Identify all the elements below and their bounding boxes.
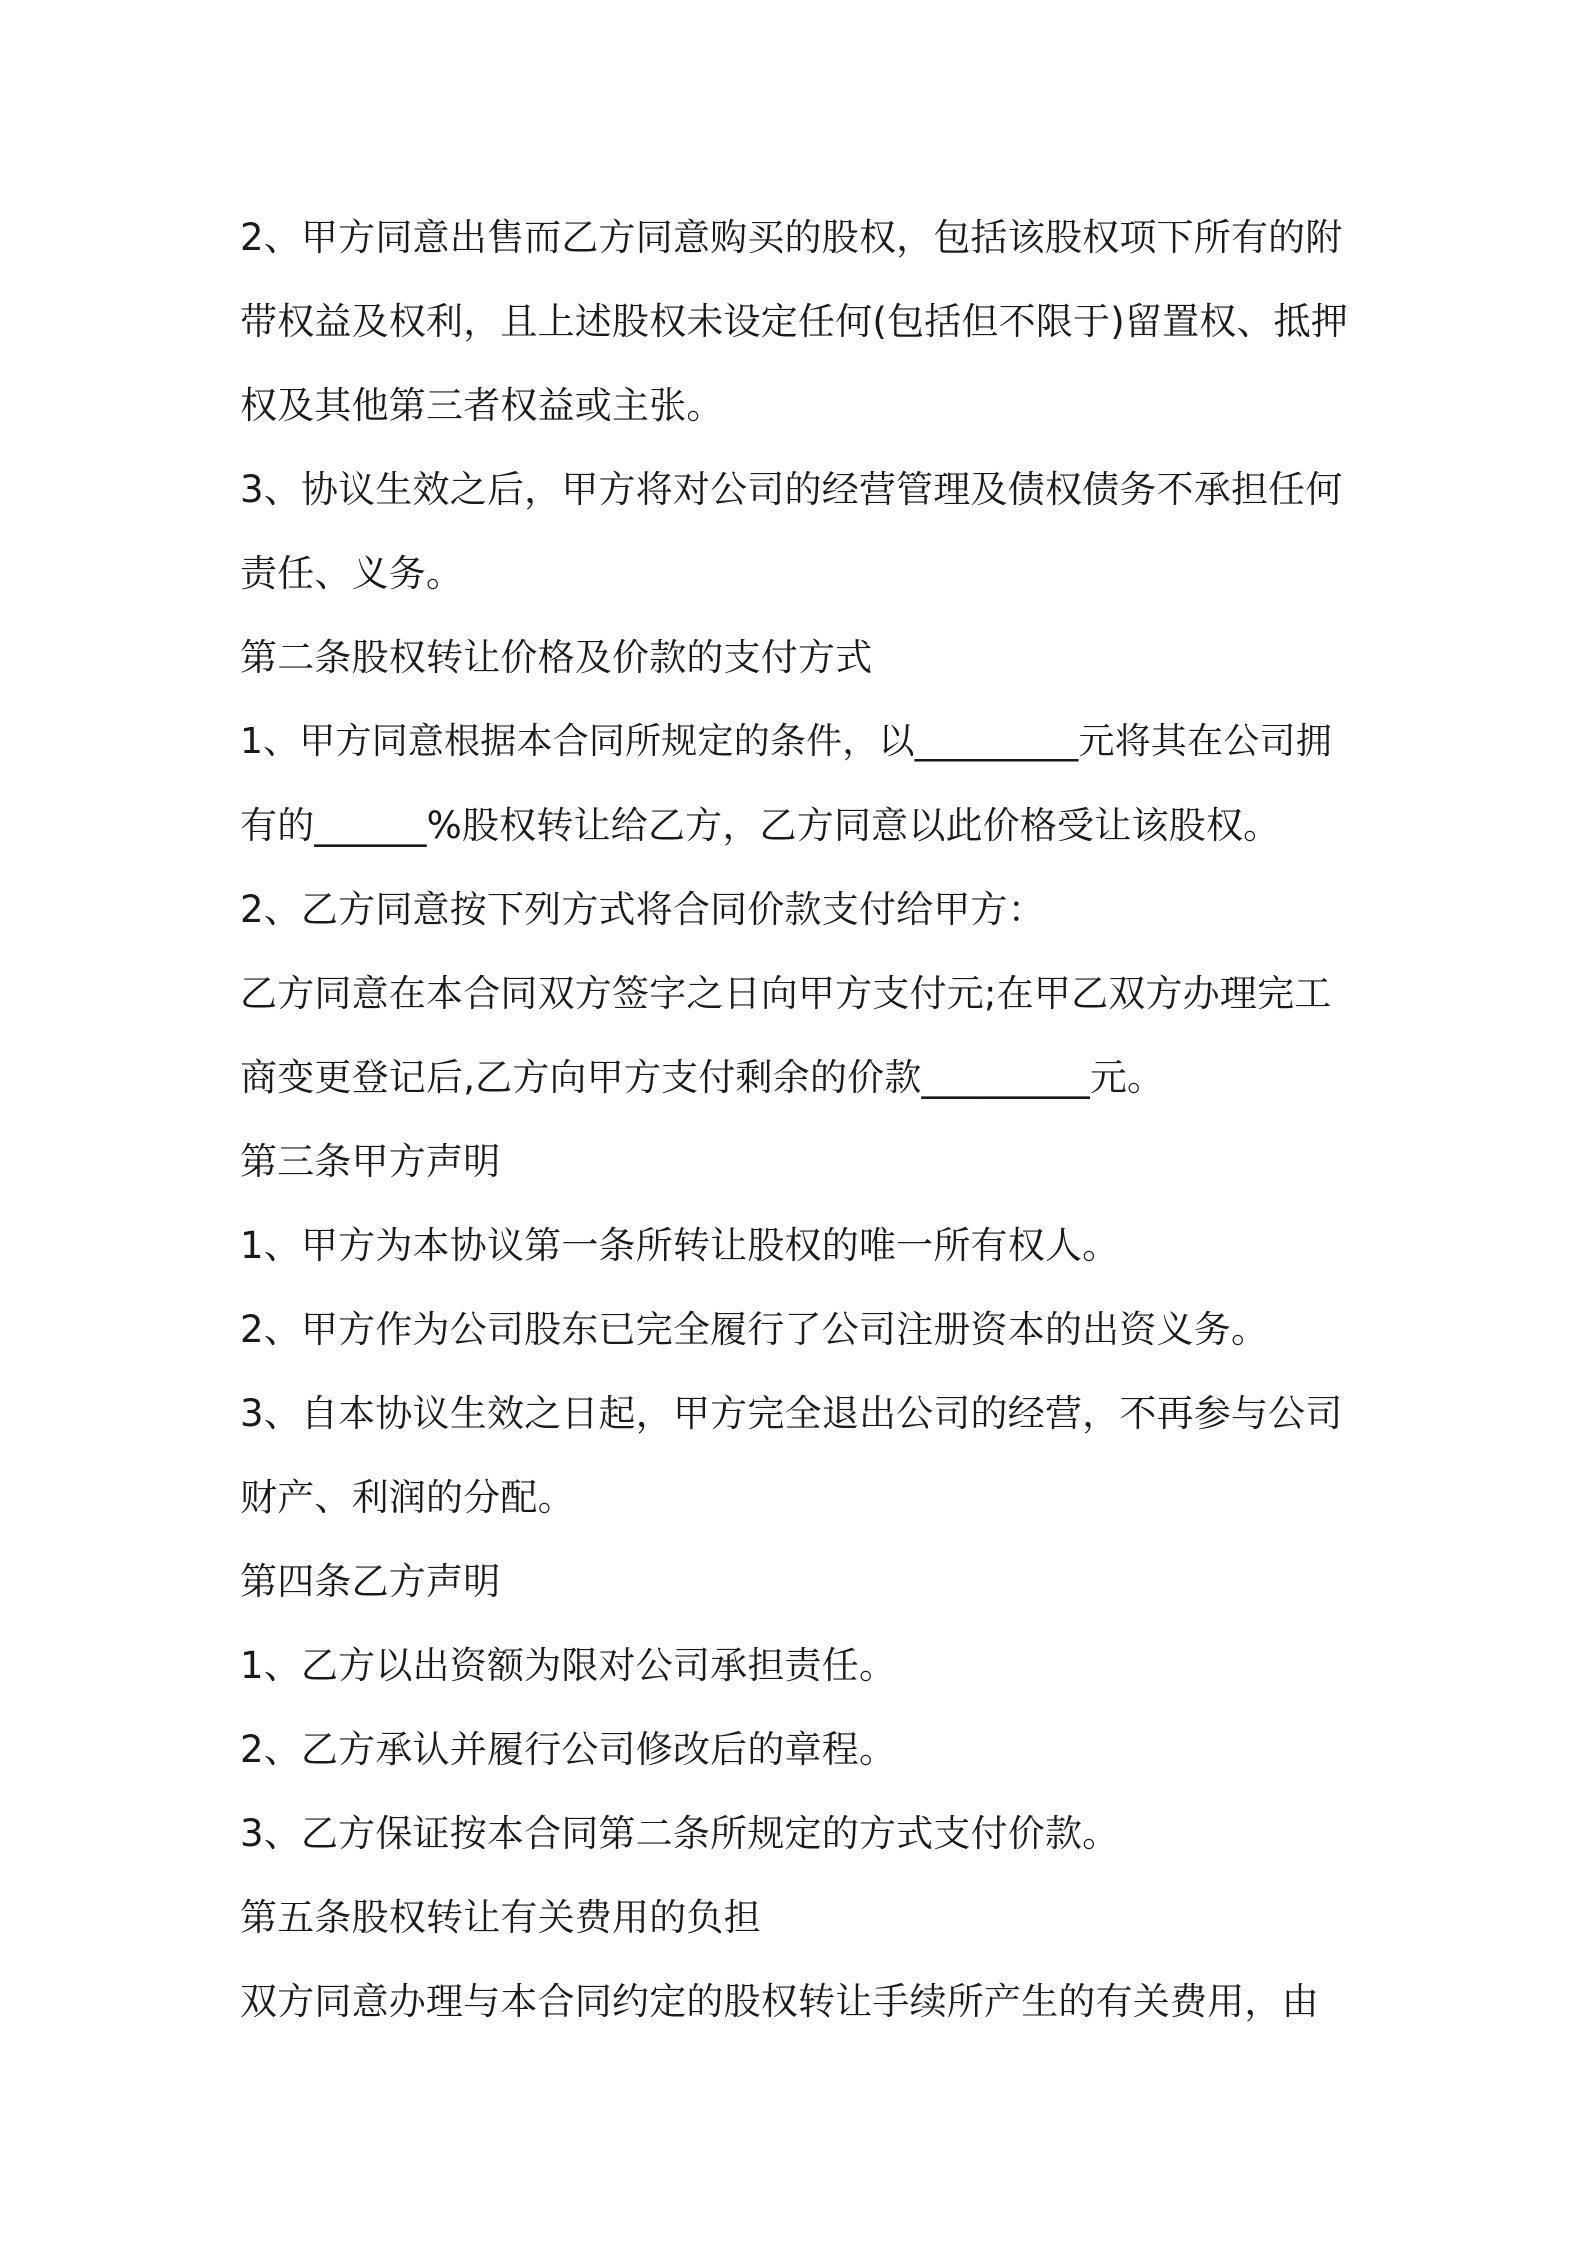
text-line: 商变更登记后,乙方向甲方支付剩余的价款_________元。: [240, 1056, 1165, 1099]
text-line: 3、协议生效之后，甲方将对公司的经营管理及债权债务不承担任何: [240, 468, 1343, 511]
text-line: 2、甲方作为公司股东已完全履行了公司注册资本的出资义务。: [240, 1308, 1269, 1351]
text-line: 2、乙方同意按下列方式将合同价款支付给甲方：: [240, 888, 1045, 931]
text-line: 1、甲方同意根据本合同所规定的条件，以_________元将其在公司拥: [240, 721, 1332, 762]
text-line: 乙方同意在本合同双方签字之日向甲方支付元;在甲乙双方办理完工: [240, 972, 1332, 1015]
text-line: 2、甲方同意出售而乙方同意购买的股权，包括该股权项下所有的附: [240, 216, 1343, 259]
text-line: 1、乙方以出资额为限对公司承担责任。: [240, 1644, 897, 1687]
text-line: 财产、利润的分配。: [240, 1476, 575, 1519]
text-line: 3、乙方保证按本合同第二条所规定的方式支付价款。: [240, 1812, 1120, 1855]
section-heading: 第四条乙方声明: [240, 1560, 501, 1603]
text-line: 带权益及权利，且上述股权未设定任何(包括但不限于)留置权、抵押: [240, 300, 1349, 343]
document-body: [240, 196, 1360, 2044]
text-line: 3、自本协议生效之日起，甲方完全退出公司的经营，不再参与公司: [240, 1392, 1343, 1435]
text-line: 双方同意办理与本合同约定的股权转让手续所产生的有关费用，由: [240, 1980, 1319, 2023]
text-line: 有的______%股权转让给乙方，乙方同意以此价格受让该股权。: [240, 804, 1281, 847]
section-heading: 第三条甲方声明: [240, 1140, 501, 1183]
section-heading: 第五条股权转让有关费用的负担: [240, 1896, 761, 1939]
text-line: 2、乙方承认并履行公司修改后的章程。: [240, 1728, 897, 1771]
text-line: 权及其他第三者权益或主张。: [240, 384, 724, 427]
text-line: 责任、义务。: [240, 552, 464, 595]
section-heading: 第二条股权转让价格及价款的支付方式: [240, 636, 873, 679]
text-line: 1、甲方为本协议第一条所转让股权的唯一所有权人。: [240, 1224, 1120, 1267]
